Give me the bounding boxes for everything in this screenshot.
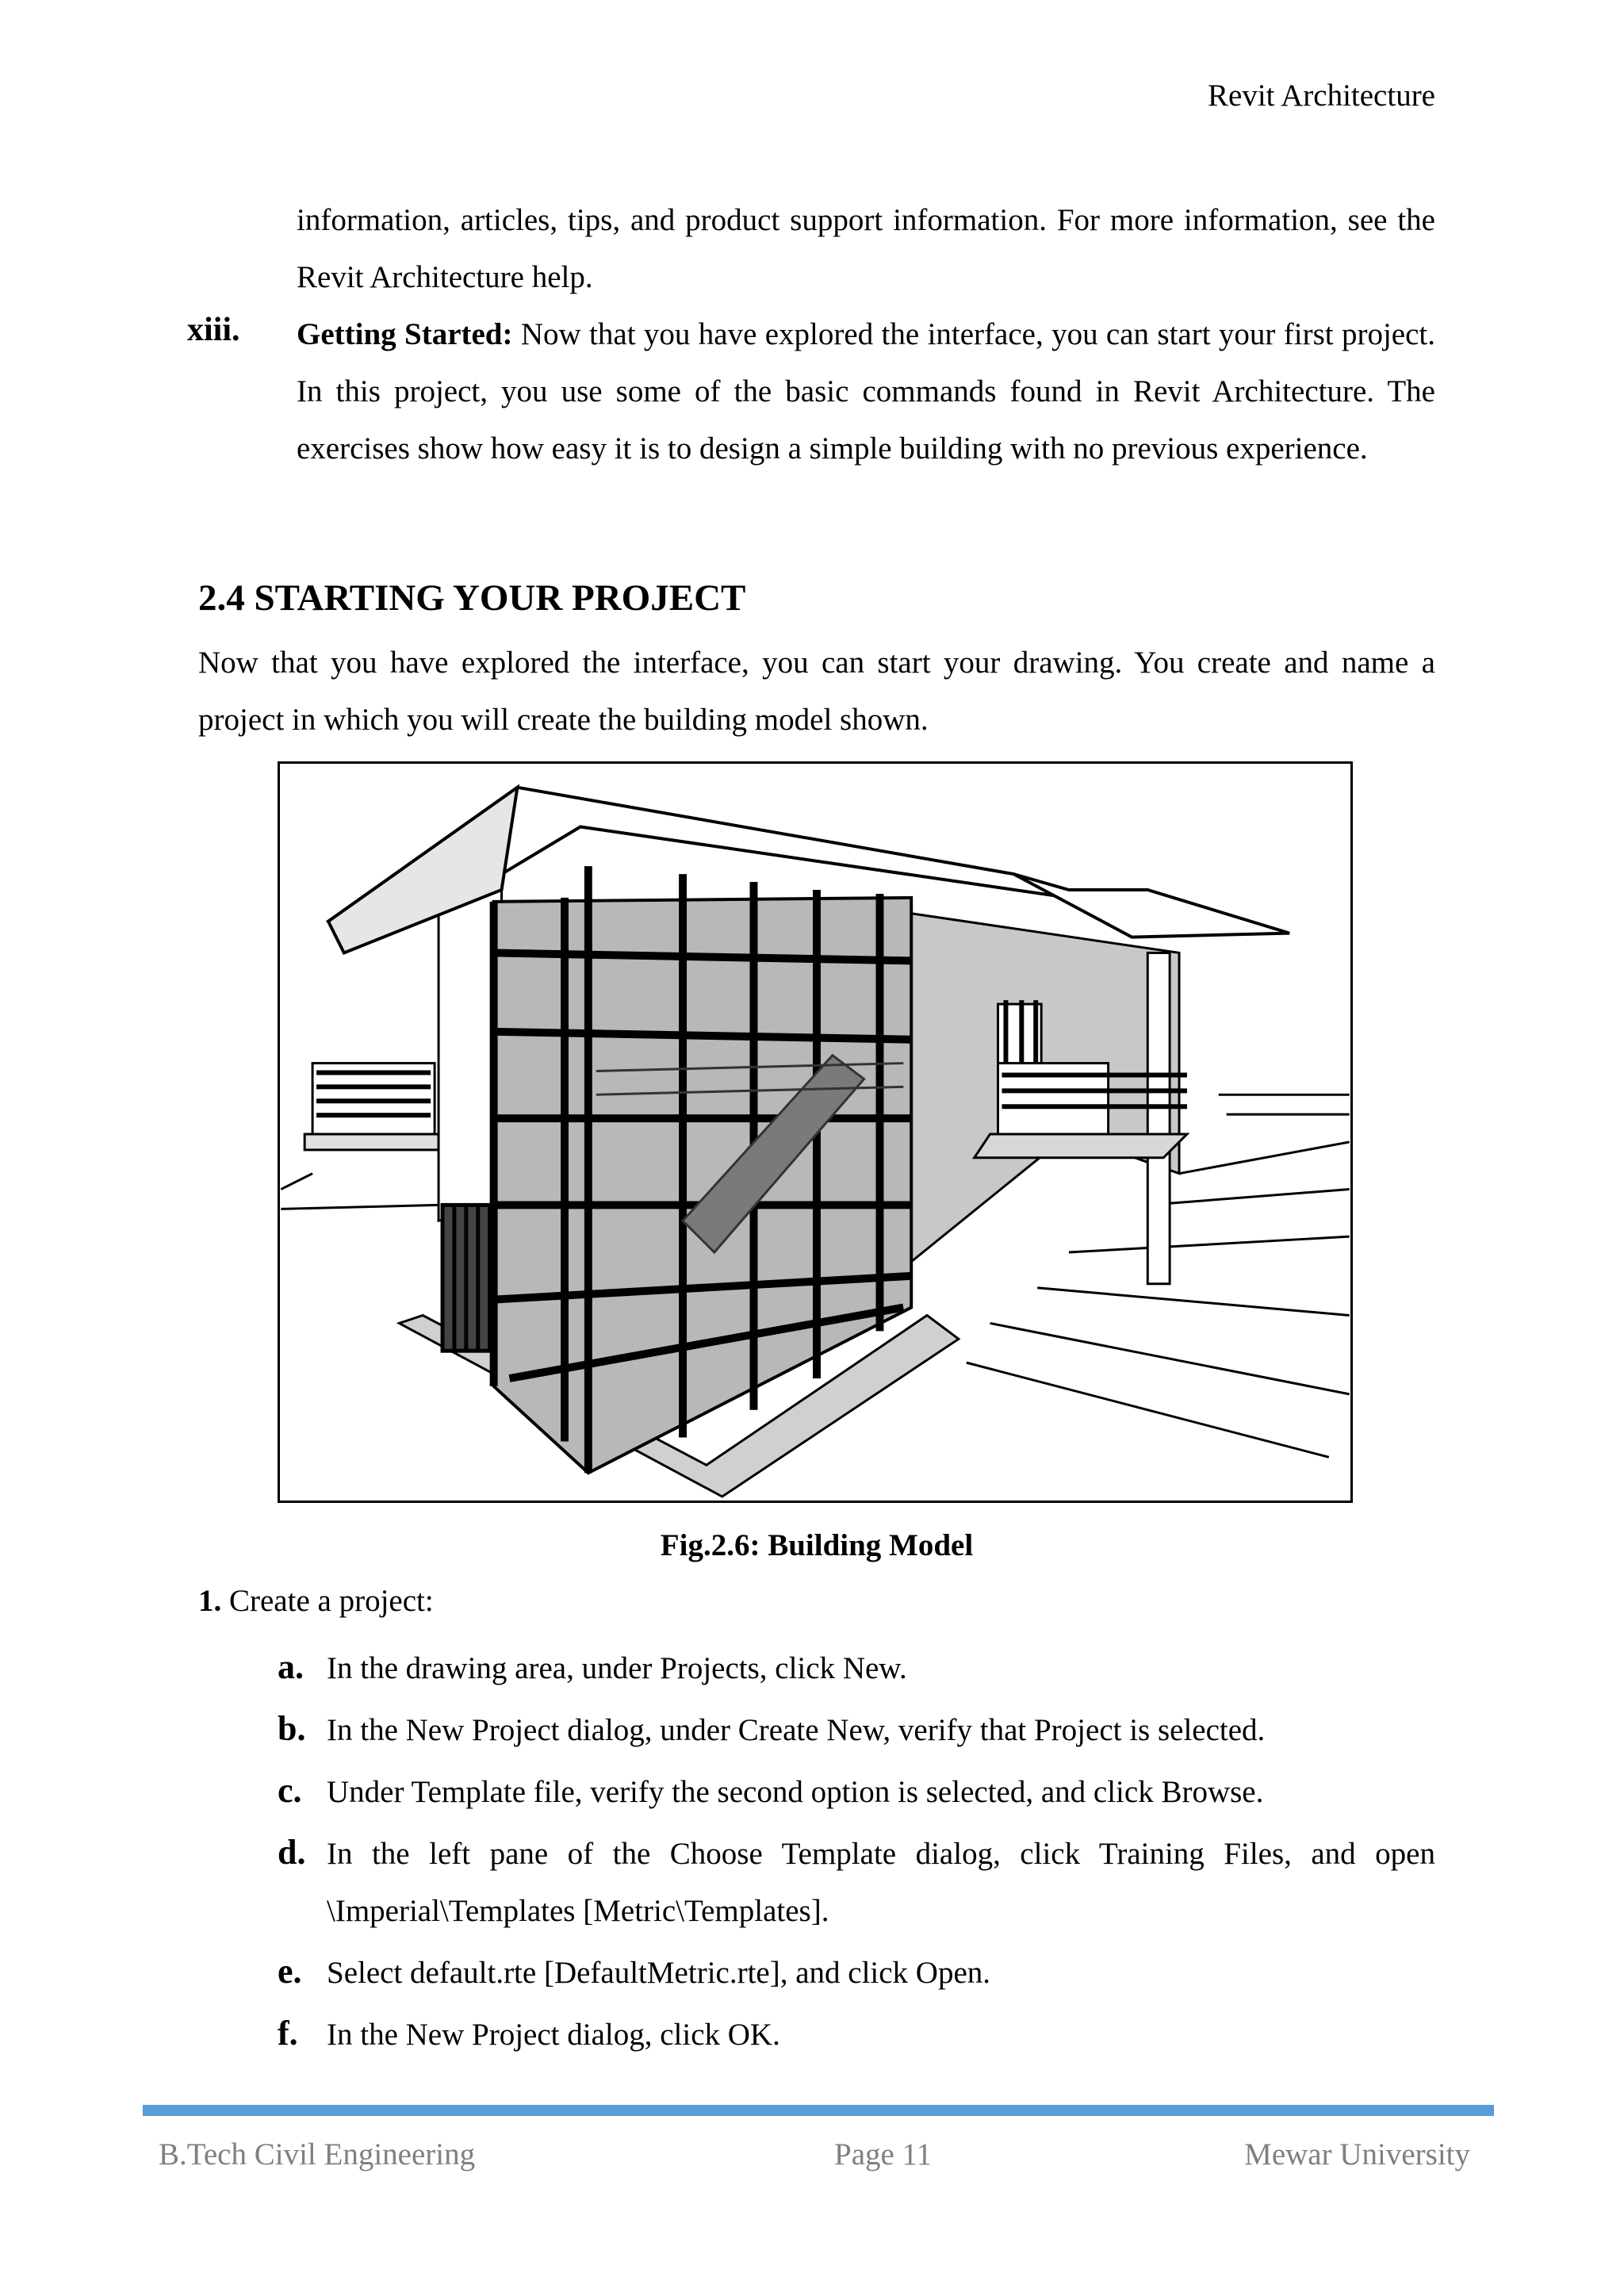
substep-letter: b. — [278, 1709, 306, 1748]
substep-text: In the New Project dialog, click OK. — [327, 2018, 780, 2052]
figure-caption: Fig.2.6: Building Model — [660, 1528, 974, 1562]
substep-a — [278, 1640, 1435, 1697]
footer-right: Mewar University — [1244, 2137, 1470, 2171]
running-header: Revit Architecture — [1208, 79, 1435, 113]
substep-letter: a. — [278, 1647, 304, 1686]
substep-text: Under Template file, verify the second option is selected, and click Browse. — [327, 1775, 1264, 1809]
building-model-illustration — [280, 764, 1350, 1501]
step-title-text: Create a project: — [221, 1584, 434, 1618]
getting-started-text: Now that you have explored the interface, you can start your first project. In this project, you use some of the basic commands found in Revit Architecture. The exercises show how easy it is to design a simple building with no previous experience. — [297, 317, 1436, 466]
step-number: 1. — [198, 1584, 222, 1618]
substep-e — [278, 1945, 1435, 2002]
section-heading: 2.4 STARTING YOUR PROJECT — [198, 577, 746, 619]
building-model-figure — [278, 761, 1353, 1503]
substep-letter: c. — [278, 1771, 302, 1810]
substep-f — [278, 2007, 1435, 2064]
list-marker-xiii: xiii. — [187, 312, 240, 348]
substep-c — [278, 1764, 1435, 1821]
step-1-title — [198, 1583, 434, 1619]
getting-started-label: Getting Started: — [297, 317, 513, 351]
footer-rule — [143, 2105, 1494, 2116]
substep-text: Select default.rte [DefaultMetric.rte], and click Open. — [327, 1956, 991, 1990]
substep-letter: e. — [278, 1952, 302, 1991]
continuation-paragraph: information, articles, tips, and product support information. For more information, see the Revit Architecture help. — [297, 203, 1435, 294]
substep-text: In the drawing area, under Projects, click New. — [327, 1651, 907, 1685]
substep-letter: f. — [278, 2014, 298, 2053]
footer-left: B.Tech Civil Engineering — [159, 2137, 476, 2171]
substep-text: In the New Project dialog, under Create New, verify that Project is selected. — [327, 1713, 1266, 1747]
section-intro: Now that you have explored the interface, you can start your drawing. You create and name a project in which you will create the building model shown. — [198, 646, 1435, 737]
footer-page-number: Page 11 — [834, 2137, 933, 2171]
getting-started-paragraph — [297, 306, 1435, 477]
substep-letter: d. — [278, 1833, 306, 1872]
substep-text: In the left pane of the Choose Template dialog, click Training Files, and open \Imperial\Templates [Metric\Templates]. — [327, 1837, 1435, 1928]
substep-b — [278, 1702, 1435, 1759]
substep-d — [278, 1826, 1435, 1940]
